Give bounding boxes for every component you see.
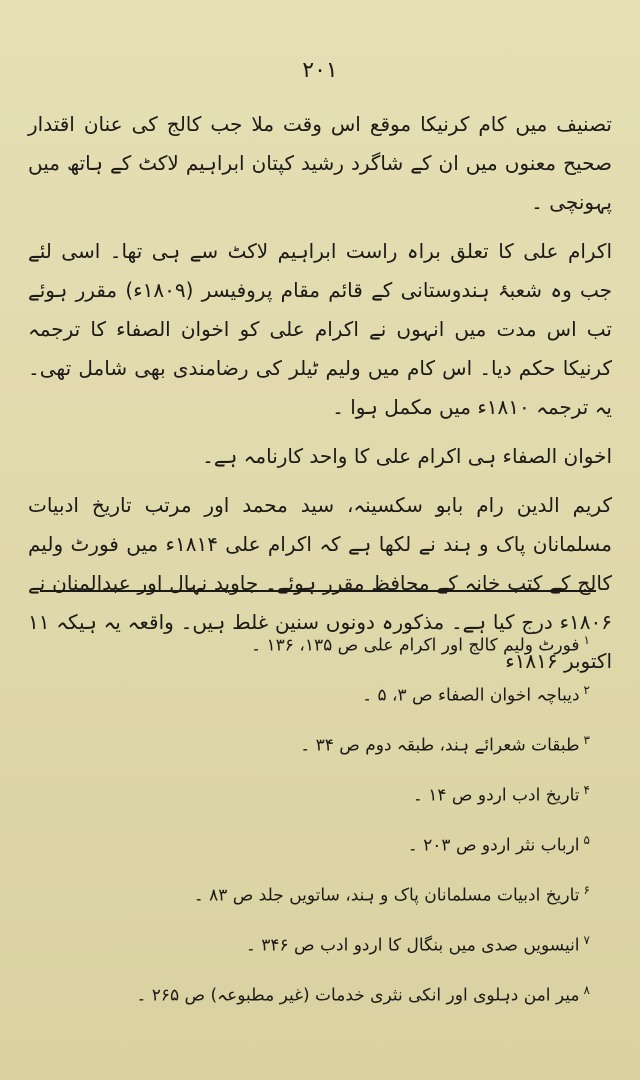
footnote-item	[40, 915, 596, 965]
footnote-item	[40, 715, 596, 765]
body-text	[28, 105, 612, 691]
footnote-mark: ۲	[583, 683, 590, 697]
footnote-text: دیباچہ اخوان الصفاء ص ۳، ۵ ۔	[362, 685, 580, 706]
footnotes	[40, 615, 596, 1015]
footnote-text: فورٹ ولیم کالج اور اکرام علی ص ۱۳۵، ۱۳۶ ۔	[251, 635, 580, 656]
footnote-text: انیسویں صدی میں بنگال کا اردو ادب ص ۳۴۶ ۔	[245, 935, 580, 956]
paragraph: تصنیف میں کام کرنیکا موقع اس وقت ملا جب کالج کی عنان اقتدار صحیح معنوں میں ان کے شاگرد رشید کپتان ابراہیم لاکٹ کے ہاتھ میں پہونچی ۔	[28, 112, 612, 214]
footnote-mark: ۸	[583, 983, 590, 997]
footnote-item	[40, 815, 596, 865]
page-number: ۲۰۱	[302, 58, 338, 83]
footnote-item	[40, 765, 596, 815]
paragraph: اخوان الصفاء ہی اکرام علی کا واحد کارنامہ ہے۔	[202, 444, 612, 468]
footnote-text: ارباب نثر اردو ص ۲۰۳ ۔	[407, 835, 580, 856]
footnote-text: میر امن دہلوی اور انکی نثری خدمات (غیر مطبوعہ) ص ۲۶۵ ۔	[136, 985, 580, 1006]
footnote-item	[40, 615, 596, 665]
paragraph: کریم الدین رام بابو سکسینہ، سید محمد اور مرتب تاریخ ادبیات مسلمانان پاک و ہند نے لکھا ہے کہ اکرام علی ۱۸۱۴ء میں فورٹ ولیم کالج کے کتب خانہ کے محافظ مقرر ہوئے۔ جاوید نہال اور عبدالمنان نے ۱۸۰۶ء درج کیا ہے۔ مذکورہ دونوں سنین غلط ہیں۔ واقعہ یہ ہیکہ ۱۱ اکتوبر ۱۸۱۶ء	[28, 493, 612, 673]
footnote-mark: ۵	[583, 833, 590, 847]
footnote-item	[40, 665, 596, 715]
footnote-mark: ۴	[583, 783, 590, 797]
paragraph: اکرام علی کا تعلق براہ راست ابراہیم لاکٹ سے ہی تھا۔ اسی لئے جب وہ شعبۂ ہندوستانی کے قائم مقام پروفیسر (۱۸۰۹ء) مقرر ہوئے تب اس مدت میں انہوں نے اکرام علی کو اخوان الصفاء کا ترجمہ کرنیکا حکم دیا۔ اس کام میں ولیم ٹیلر کی رضامندی بھی شامل تھی۔ یہ ترجمہ ۱۸۱۰ء میں مکمل ہوا ۔	[28, 239, 613, 419]
footnote-text: طبقات شعرائے ہند، طبقہ دوم ص ۳۴ ۔	[300, 735, 580, 756]
footnote-mark: ۱	[583, 633, 590, 647]
footnote-text: تاریخ ادبیات مسلمانان پاک و ہند، ساتویں جلد ص ۸۳ ۔	[193, 885, 580, 906]
footnote-item	[40, 965, 596, 1015]
footnote-mark: ۳	[583, 733, 590, 747]
footnote-mark: ۷	[583, 933, 590, 947]
footnote-item	[40, 865, 596, 915]
footnote-text: تاریخ ادب اردو ص ۱۴ ۔	[412, 785, 580, 806]
footnote-divider	[40, 590, 596, 592]
footnote-mark: ۶	[583, 883, 590, 897]
